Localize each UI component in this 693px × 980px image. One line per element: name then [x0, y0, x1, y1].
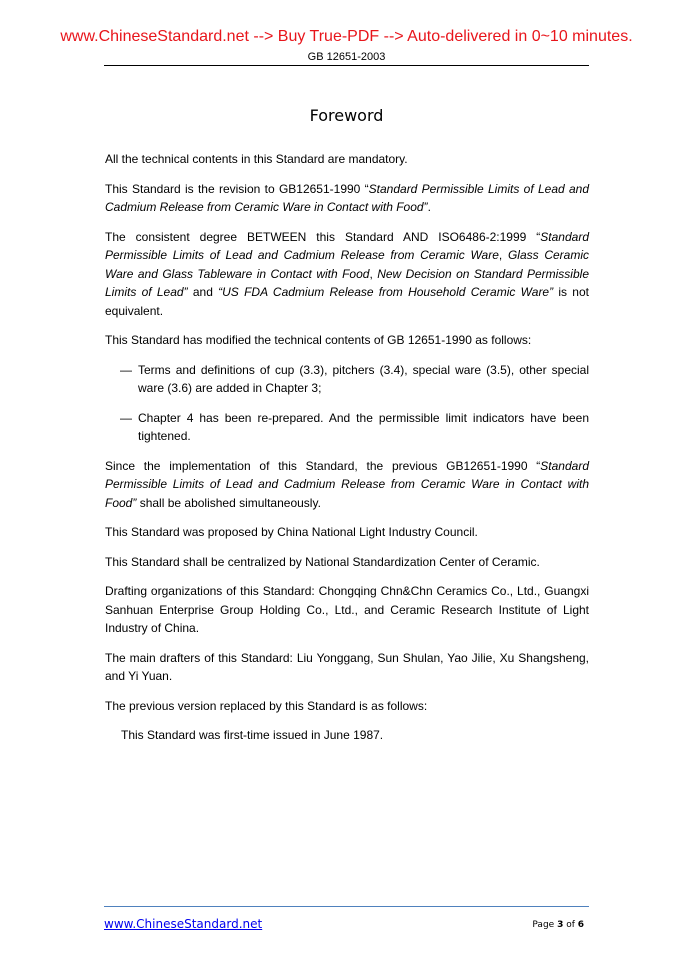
header-divider — [104, 65, 589, 66]
footer-site-link[interactable]: www.ChineseStandard.net — [104, 917, 263, 931]
text-run: is not equivalent. — [105, 285, 589, 318]
list-item-text: Terms and definitions of cup (3.3), pitchers (3.4), special ware (3.5), other special ware (3.6) are added in Chapter 3; — [138, 362, 589, 395]
text-run: The consistent degree BETWEEN this Standard AND ISO6486-2:1999 “ — [105, 229, 541, 244]
paragraph-drafters: The main drafters of this Standard: Liu Yonggang, Sun Shulan, Yao Jilie, Xu Shangsheng, and Yi Yuan. — [105, 650, 589, 683]
page-label: Page — [532, 920, 558, 930]
page-of-label: of — [563, 920, 578, 930]
paragraph-consistency — [105, 228, 589, 321]
list-item-text: Chapter 4 has been re-prepared. And the permissible limit indicators have been tightened. — [138, 410, 589, 443]
paragraph-modifications: This Standard has modified the technical contents of GB 12651-1990 as follows: — [105, 333, 532, 347]
text-run: This Standard is the revision to GB12651-1990 “ — [105, 181, 369, 196]
text-run: , — [498, 248, 508, 262]
foreword-body — [105, 150, 589, 756]
text-run: . — [427, 200, 431, 214]
italic-title-run: Standard Permissible Limits of Lead and Cadmium Release from Ceramic Ware — [105, 229, 589, 262]
text-run: , — [369, 266, 378, 281]
footer-divider — [104, 906, 589, 907]
paragraph-mandatory: All the technical contents in this Standard are mandatory. — [105, 152, 408, 166]
dash-bullet: — — [120, 410, 132, 425]
promo-banner-link[interactable]: www.ChineseStandard.net --> Buy True-PDF --> Auto-delivered in 0~10 minutes. — [60, 28, 633, 45]
page-number — [532, 919, 584, 931]
paragraph-drafting-organizations: Drafting organizations of this Standard: Chongqing Chn&Chn Ceramics Co., Ltd., Guangxi Sanhuan Enterprise Group Holding Co., Ltd., and Ceramic Research Institute of Light Industry of China. — [105, 584, 589, 635]
text-run: Since the implementation of this Standard, the previous GB12651-1990 “ — [105, 458, 541, 473]
italic-title-run: Standard Permissible Limits of Lead and Cadmium Release from Ceramic Ware in Contact with Food” — [105, 181, 589, 214]
paragraph-first-issue: This Standard was first-time issued in June 1987. — [121, 728, 384, 742]
dash-bullet: — — [120, 362, 132, 377]
italic-title-run: Standard Permissible Limits of Lead and Cadmium Release from Ceramic Ware in Contact with Food” — [105, 458, 589, 510]
list-item — [105, 361, 589, 398]
page-title: Foreword — [309, 106, 384, 125]
list-item — [105, 409, 589, 446]
header-standard-code: GB 12651-2003 — [307, 51, 386, 63]
total-pages: 6 — [577, 920, 584, 930]
paragraph-previous-version: The previous version replaced by this Standard is as follows: — [105, 698, 428, 713]
paragraph-proposed: This Standard was proposed by China National Light Industry Council. — [105, 525, 478, 539]
text-run: and — [187, 285, 219, 299]
italic-title-run: New Decision on Standard Permissible Limits of Lead” — [105, 266, 589, 299]
italic-title-run: Glass Ceramic Ware and Glass Tableware in Contact with Food — [105, 248, 590, 281]
paragraph-abolished — [105, 457, 589, 513]
current-page: 3 — [557, 920, 564, 930]
paragraph-centralized: This Standard shall be centralized by National Standardization Center of Ceramic. — [105, 554, 540, 569]
italic-title-run: “US FDA Cadmium Release from Household Ceramic Ware” — [218, 285, 554, 299]
paragraph-revision — [105, 180, 589, 217]
text-run: shall be abolished simultaneously. — [136, 495, 321, 510]
